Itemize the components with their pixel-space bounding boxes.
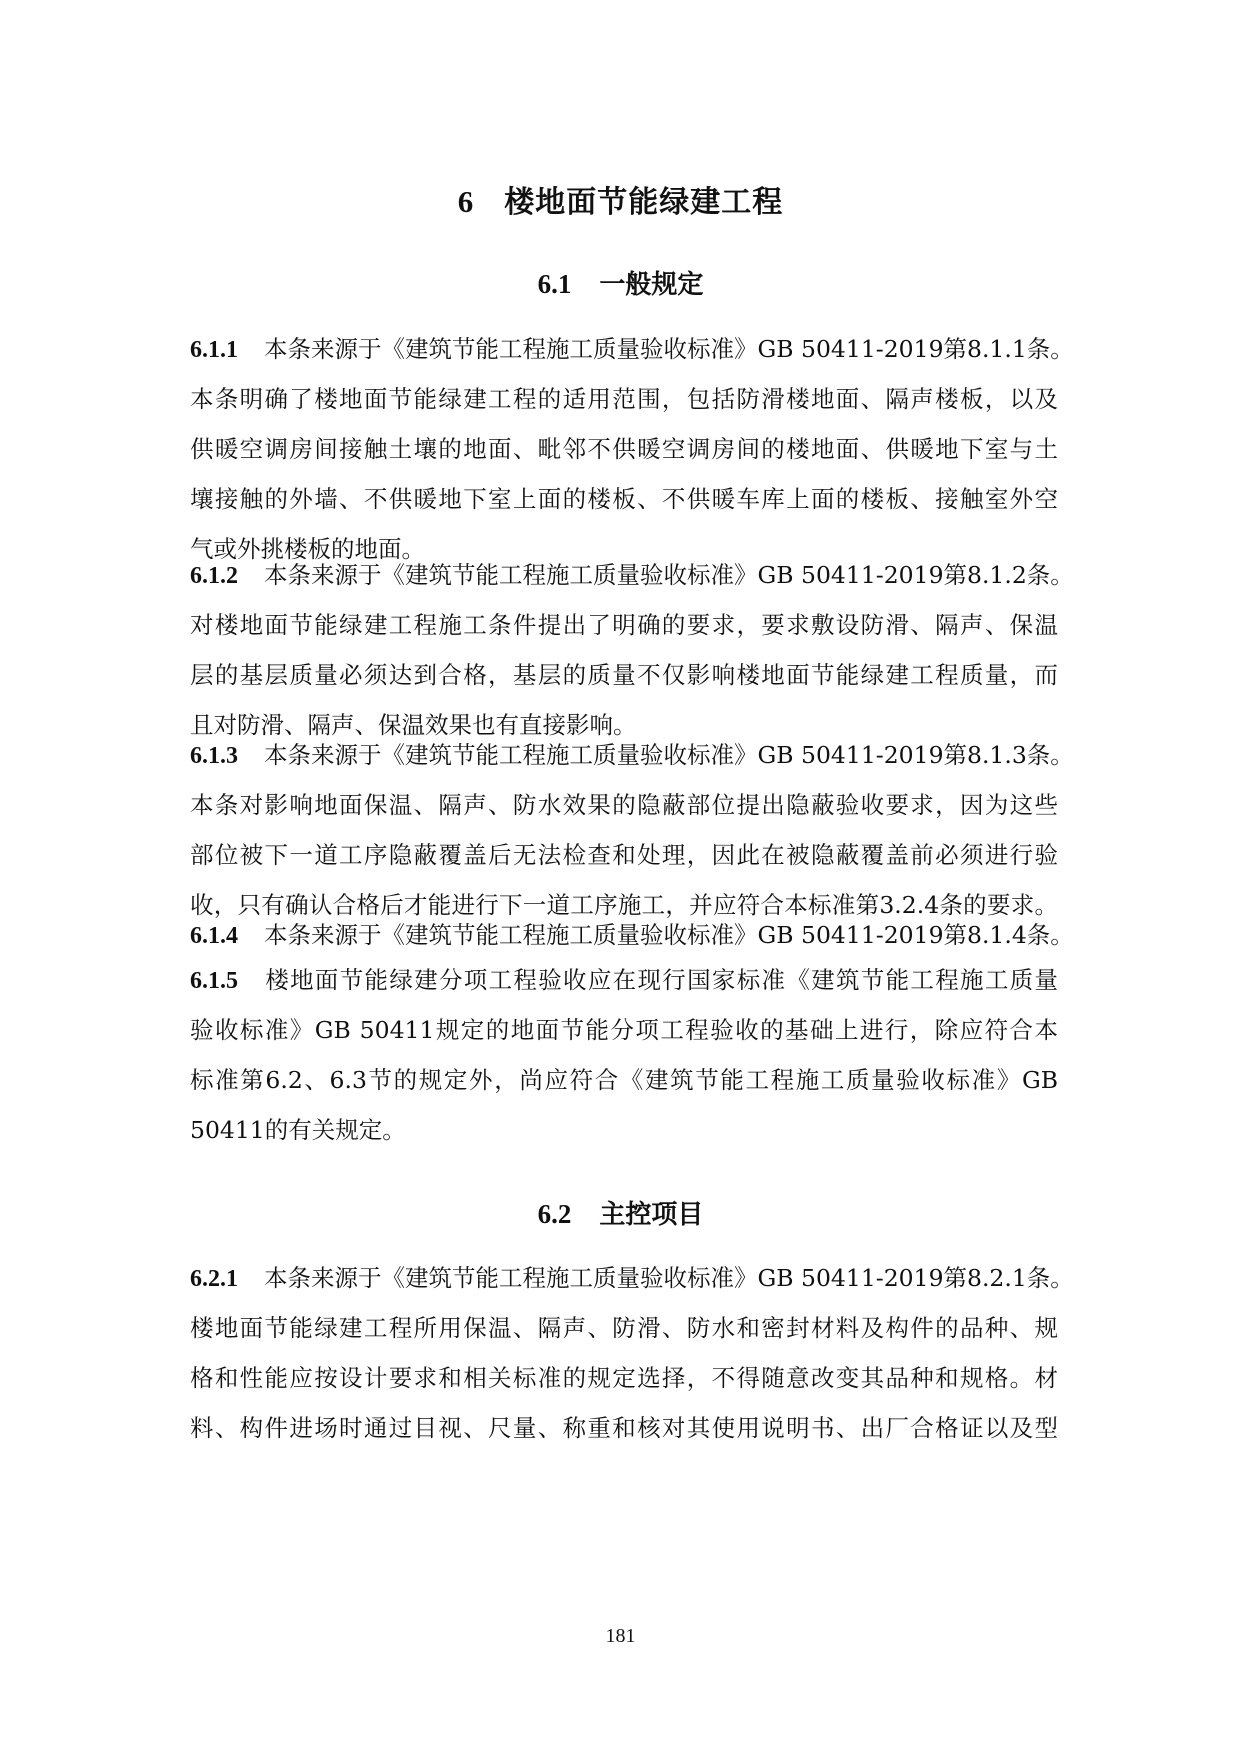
- page-number: 181: [605, 1625, 636, 1647]
- clause-text-line: 壤接触的外墙、不供暖地下室上面的楼板、不供暖车库上面的楼板、接触室外空: [190, 485, 1058, 513]
- chapter-title: [0, 182, 1241, 223]
- chapter-title-text: 楼地面节能绿建工程: [504, 185, 784, 220]
- clause-text-line: 楼地面节能绿建分项工程验收应在现行国家标准《建筑节能工程施工质量: [264, 966, 1058, 994]
- clause-text-line: 层的基层质量必须达到合格，基层的质量不仅影响楼地面节能绿建工程质量，而: [190, 661, 1058, 689]
- clause-number: 6.1.4: [190, 923, 238, 949]
- clause-text-line: 本条来源于《建筑节能工程施工质量验收标准》GB 50411-2019第8.1.1条。: [264, 335, 1074, 363]
- clause-text-line: 50411的有关规定。: [190, 1116, 406, 1144]
- clause-text-line: 本条来源于《建筑节能工程施工质量验收标准》GB 50411-2019第8.1.2条。: [264, 561, 1074, 589]
- clause-text-line: 料、构件进场时通过目视、尺量、称重和核对其使用说明书、出厂合格证以及型: [190, 1414, 1058, 1442]
- clause-number: 6.1.1: [190, 337, 238, 363]
- section-title-6-1: [0, 266, 1241, 303]
- section-number: 6.2: [537, 1199, 572, 1229]
- clause-6-1-1: [190, 324, 1074, 574]
- clause-number: 6.1.2: [190, 563, 238, 589]
- clause-text-line: 楼地面节能绿建工程所用保温、隔声、防滑、防水和密封材料及构件的品种、规: [190, 1314, 1058, 1342]
- clause-text-line: 本条来源于《建筑节能工程施工质量验收标准》GB 50411-2019第8.1.4条。: [264, 921, 1074, 949]
- chapter-number: 6: [457, 184, 475, 219]
- section-title-text: 主控项目: [599, 1200, 704, 1230]
- clause-6-1-2: [190, 550, 1074, 750]
- clause-text-line: 供暖空调房间接触土壤的地面、毗邻不供暖空调房间的楼地面、供暖地下室与土: [190, 435, 1058, 463]
- clause-6-1-5: [190, 955, 1058, 1155]
- clause-text-line: 本条对影响地面保温、隔声、防水效果的隐蔽部位提出隐蔽验收要求，因为这些: [190, 791, 1058, 819]
- clause-6-1-4: [190, 910, 1074, 960]
- section-title-6-2: [0, 1196, 1241, 1233]
- clause-number: 6.1.3: [190, 743, 238, 769]
- clause-text-line: 对楼地面节能绿建工程施工条件提出了明确的要求，要求敷设防滑、隔声、保温: [190, 611, 1058, 639]
- clause-6-1-3: [190, 730, 1074, 930]
- clause-text-line: 收，只有确认合格后才能进行下一道工序施工，并应符合本标准第3.2.4条的要求。: [190, 891, 1058, 919]
- clause-text-line: 气或外挑楼板的地面。: [190, 535, 425, 563]
- clause-text-line: 部位被下一道工序隐蔽覆盖后无法检查和处理，因此在被隐蔽覆盖前必须进行验: [190, 841, 1058, 869]
- clause-number: 6.1.5: [190, 968, 238, 994]
- clause-number: 6.2.1: [190, 1266, 238, 1292]
- clause-text-line: 标准第6.2、6.3节的规定外，尚应符合《建筑节能工程施工质量验收标准》GB: [190, 1066, 1058, 1094]
- clause-text-line: 验收标准》GB 50411规定的地面节能分项工程验收的基础上进行，除应符合本: [190, 1016, 1058, 1044]
- clause-6-2-1: [190, 1253, 1074, 1453]
- section-number: 6.1: [537, 269, 572, 299]
- clause-text-line: 本条来源于《建筑节能工程施工质量验收标准》GB 50411-2019第8.1.3条。: [264, 741, 1074, 769]
- clause-text-line: 本条明确了楼地面节能绿建工程的适用范围，包括防滑楼地面、隔声楼板，以及: [190, 385, 1058, 413]
- clause-text-line: 且对防滑、隔声、保温效果也有直接影响。: [190, 711, 637, 739]
- clause-text-line: 格和性能应按设计要求和相关标准的规定选择，不得随意改变其品种和规格。材: [190, 1364, 1058, 1392]
- clause-text-line: 本条来源于《建筑节能工程施工质量验收标准》GB 50411-2019第8.2.1条。: [264, 1264, 1074, 1292]
- section-title-text: 一般规定: [599, 270, 704, 300]
